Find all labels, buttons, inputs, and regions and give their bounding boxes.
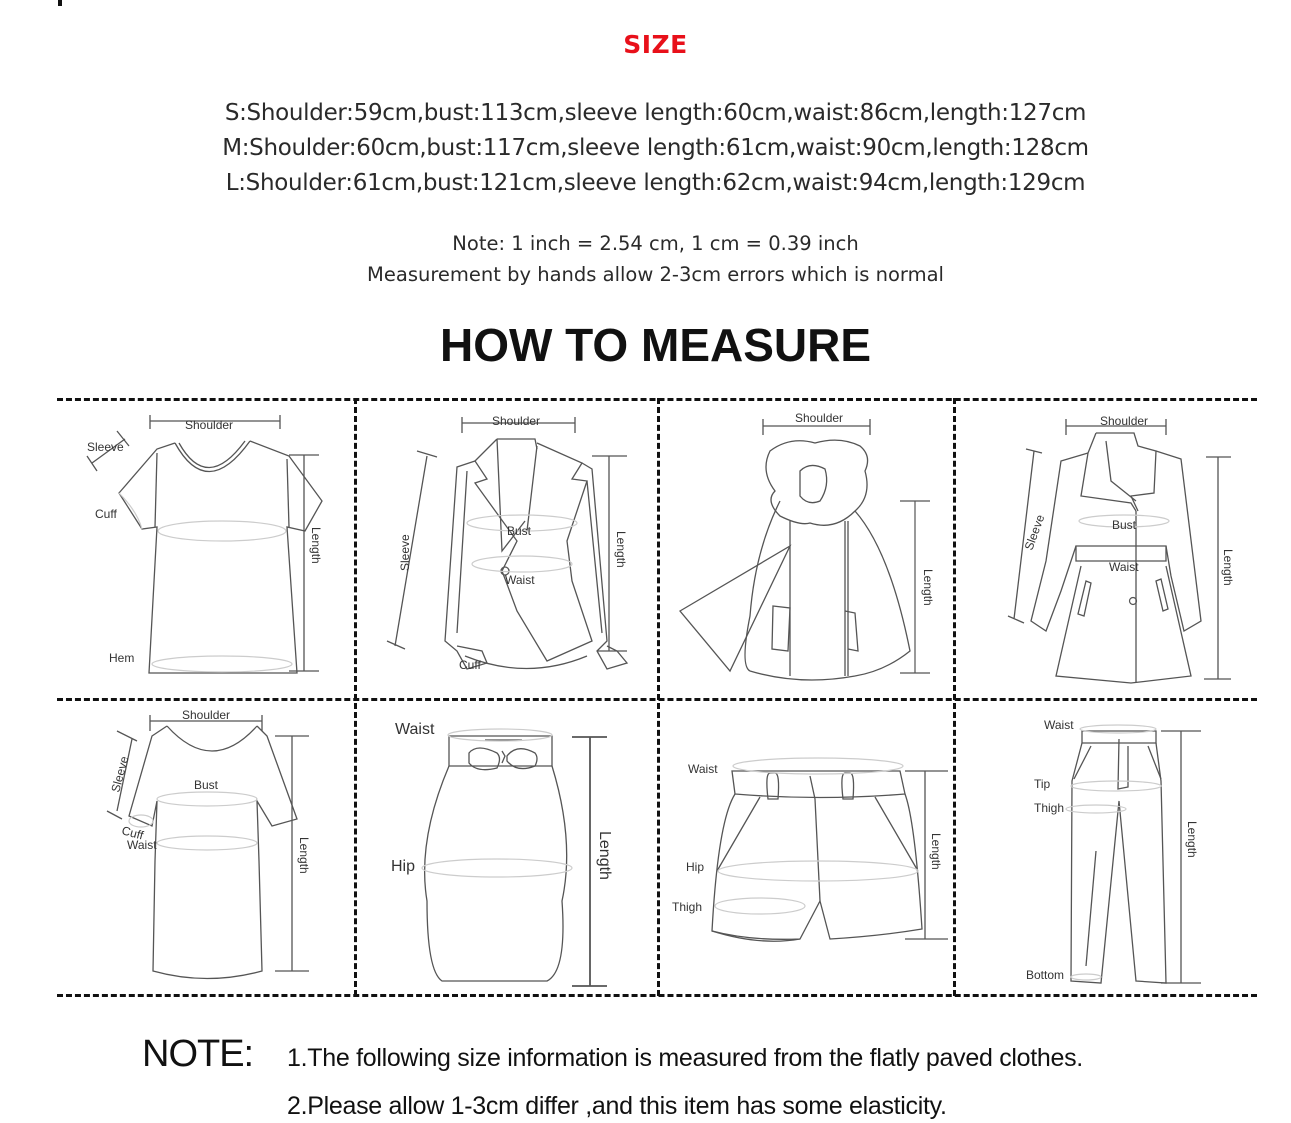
bust-label: Bust — [507, 524, 532, 538]
shoulder-label: Shoulder — [182, 708, 231, 722]
sleeve-label: Sleeve — [108, 754, 132, 794]
shoulder-label: Shoulder — [185, 418, 234, 432]
diagram-tshirt — [57, 401, 354, 698]
cape-coat-illustration — [660, 401, 953, 698]
dress-illustration — [57, 701, 354, 994]
diagram-skirt — [357, 701, 657, 994]
tshirt-illustration — [57, 401, 354, 698]
waist-label: Waist — [395, 721, 435, 738]
bust-label: Bust — [194, 778, 219, 792]
length-label: Length — [297, 837, 311, 874]
waist-label: Waist — [1109, 560, 1139, 574]
length-label: Length — [1185, 821, 1199, 858]
top-edge-mark — [58, 0, 62, 6]
trousers-illustration — [956, 701, 1257, 994]
note-item-2: 2.Please allow 1-3cm differ ,and this item has some elasticity. — [287, 1092, 947, 1120]
sleeve-label: Sleeve — [398, 534, 412, 571]
hip-label: Hip — [391, 858, 416, 875]
length-label: Length — [1221, 549, 1235, 586]
diagram-shorts — [660, 701, 953, 994]
sleeve-label: Sleeve — [1021, 512, 1048, 553]
conversion-note: Note: 1 inch = 2.54 cm, 1 cm = 0.39 inch — [452, 232, 859, 255]
error-note: Measurement by hands allow 2-3cm errors which is normal — [367, 263, 944, 286]
blazer-illustration — [357, 401, 657, 698]
measure-diagram-grid — [57, 398, 1257, 996]
thigh-label: Thigh — [1034, 801, 1065, 815]
note-item-1: 1.The following size information is measured from the flatly paved clothes. — [287, 1044, 1083, 1072]
note-label: NOTE: — [142, 1033, 254, 1075]
size-list — [0, 96, 1291, 201]
trench-coat-illustration — [956, 401, 1257, 698]
shoulder-label: Shoulder — [1100, 414, 1149, 428]
hem-label: Hem — [109, 651, 135, 665]
length-label: Length — [309, 527, 323, 564]
size-title: SIZE — [623, 30, 688, 59]
bust-label: Bust — [1112, 518, 1137, 532]
measurement-notes — [0, 228, 1291, 290]
hip-label: Hip — [686, 860, 705, 874]
waist-label: Waist — [505, 573, 535, 587]
bottom-label: Bottom — [1026, 968, 1065, 982]
tip-label: Tip — [1034, 777, 1051, 791]
skirt-illustration — [357, 701, 657, 994]
length-label: Length — [921, 569, 935, 606]
sleeve-label: Sleeve — [87, 440, 124, 454]
how-to-measure-title: HOW TO MEASURE — [439, 319, 872, 371]
length-label: Length — [596, 831, 613, 880]
cuff-label: Cuff — [95, 507, 117, 521]
diagram-blazer — [357, 401, 657, 698]
length-label: Length — [929, 833, 943, 870]
diagram-trousers — [956, 701, 1257, 994]
diagram-dress — [57, 701, 354, 994]
diagram-cape-coat — [660, 401, 953, 698]
shoulder-label: Shoulder — [492, 414, 541, 428]
waist-label: Waist — [688, 762, 718, 776]
shoulder-label: Shoulder — [795, 411, 844, 425]
cuff-label: Cuff — [459, 658, 481, 672]
size-row-m: M:Shoulder:60cm,bust:117cm,sleeve length:61cm,waist:90cm,length:128cm — [222, 135, 1089, 161]
shorts-illustration — [660, 701, 953, 994]
size-row-s: S:Shoulder:59cm,bust:113cm,sleeve length:60cm,waist:86cm,length:127cm — [224, 100, 1087, 126]
cuff-label: Cuff — [120, 823, 145, 843]
thigh-label: Thigh — [672, 900, 703, 914]
diagram-trench-coat — [956, 401, 1257, 698]
size-row-l: L:Shoulder:61cm,bust:121cm,sleeve length:62cm,waist:94cm,length:129cm — [225, 170, 1086, 196]
waist-label: Waist — [127, 838, 157, 852]
length-label: Length — [614, 531, 628, 568]
waist-label: Waist — [1044, 718, 1074, 732]
